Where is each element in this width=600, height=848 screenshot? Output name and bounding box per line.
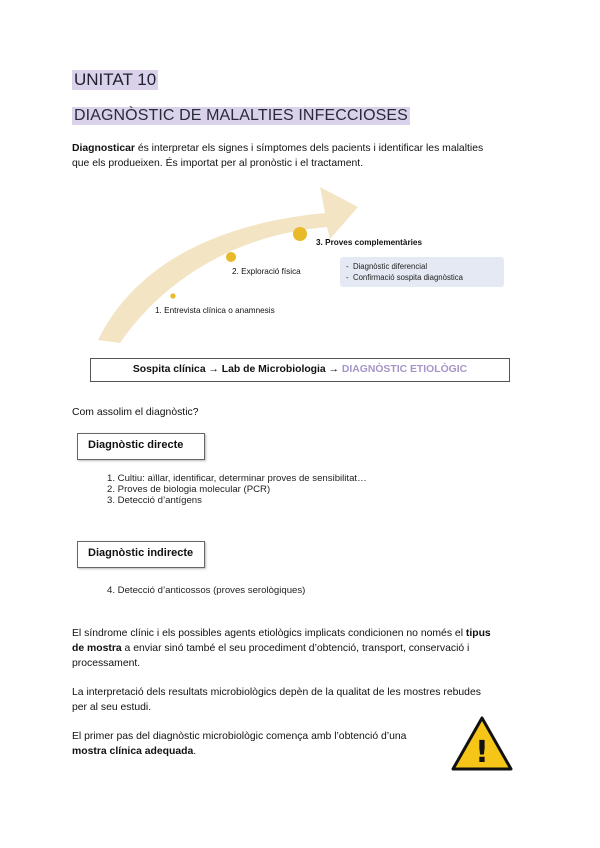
intro-bold: Diagnosticar — [72, 143, 135, 154]
unit-title: UNITAT 10 — [74, 70, 157, 89]
intro-paragraph — [72, 141, 528, 171]
intro-line1: és interpretar els signes i símptomes dels pacients i identificar les malalties — [134, 143, 484, 154]
sample-paragraph — [72, 626, 528, 671]
sample-line1: El síndrome clínic i els possibles agents etiològics implicats condicionen no només el — [72, 628, 466, 639]
sample-line3: processament. — [72, 658, 141, 669]
comp-item-2: Confirmació sospita diagnòstica — [352, 273, 464, 282]
question-text: Com assolim el diagnòstic? — [72, 407, 199, 418]
list-item: 2. Proves de biologia molecular (PCR) — [107, 484, 271, 495]
step3-label: 3. Proves complementàries — [316, 238, 423, 247]
first-end: . — [193, 746, 197, 757]
first-bold: mostra clínica adequada — [72, 746, 194, 757]
intro-line2: que els produeixen. És importat per al pronòstic i el tractament. — [72, 158, 364, 169]
comp-item-1: Diagnòstic diferencial — [352, 262, 428, 271]
interp-line1: La interpretació dels resultats microbiològics depèn de la qualitat de les mostres rebudes — [72, 687, 481, 698]
sample-bold-1: tipus — [465, 628, 491, 639]
diagnosis-flow-box — [90, 358, 510, 382]
list-item: 1. Cultiu: aïllar, identificar, determinar proves de sensibilitat… — [107, 473, 367, 484]
step3-dot — [293, 227, 307, 241]
sample-line2: a enviar sinó també el seu procediment d’obtenció, transport, conservació i — [121, 643, 470, 654]
interpretation-paragraph — [72, 685, 528, 715]
warning-glyph: ! — [475, 735, 489, 770]
step2-label: 2. Exploració física — [232, 267, 301, 276]
step1-dot — [170, 293, 175, 298]
direct-diagnosis-heading: Diagnòstic directe — [77, 433, 205, 460]
indirect-diagnosis-heading: Diagnòstic indirecte — [77, 541, 205, 568]
list-item: 3. Detecció d’antígens — [107, 495, 202, 506]
flow-text: Sospita clínica → Lab de Microbiologia → — [132, 364, 342, 375]
indirect-list — [107, 585, 305, 596]
first-line1: El primer pas del diagnòstic microbiològic comença amb l’obtenció d’una — [72, 731, 407, 742]
step1-label: 1. Entrevista clínica o anamnesis — [155, 306, 275, 315]
interp-line2: per al seu estudi. — [72, 702, 152, 713]
sample-bold-2: de mostra — [72, 643, 122, 654]
step2-dot — [226, 252, 236, 262]
warning-icon — [450, 715, 514, 773]
flow-etiologic: DIAGNÒSTIC ETIOLÒGIC — [341, 364, 468, 375]
list-item: 4. Detecció d’anticossos (proves serològiques) — [107, 585, 306, 596]
complementary-tests-box: - Diagnòstic diferencial - Confirmació sospita diagnòstica — [340, 257, 504, 287]
page-title: DIAGNÒSTIC DE MALALTIES INFECCIOSES — [74, 107, 408, 124]
curved-arrow-shape — [98, 187, 358, 343]
direct-list — [107, 473, 367, 506]
